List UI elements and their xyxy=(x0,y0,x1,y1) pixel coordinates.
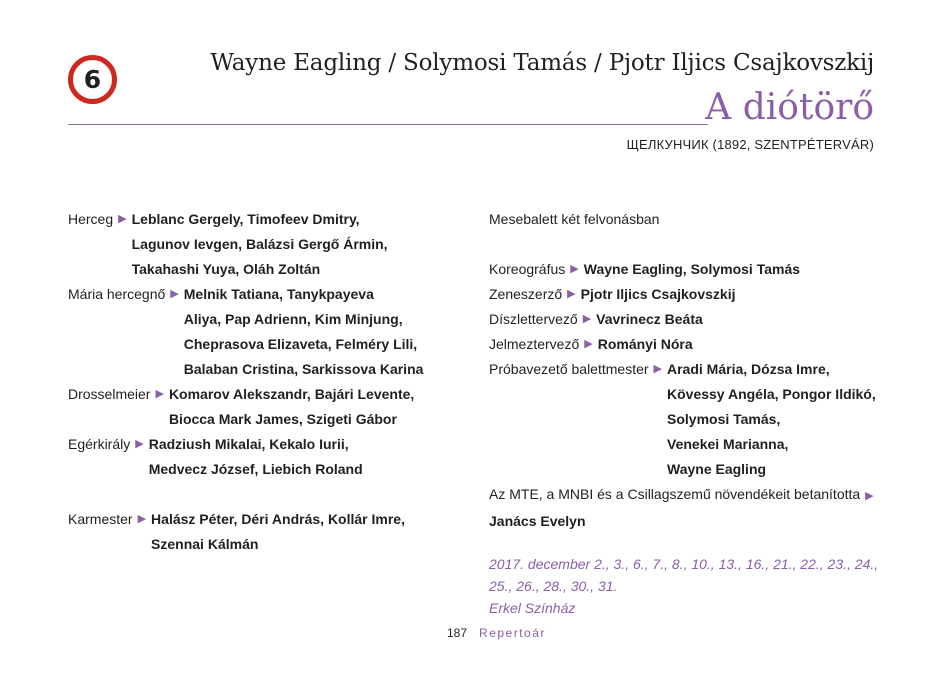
arrow-icon: ▶ xyxy=(135,438,144,450)
role-label: Herceg xyxy=(68,211,114,227)
arrow-icon: ▶ xyxy=(567,288,576,300)
credit-names xyxy=(596,307,703,332)
cast-name-line: Leblanc Gergely, Timofeev Dmitry, xyxy=(131,211,360,227)
credit-names xyxy=(584,257,800,282)
cast-entry-drosselmeier xyxy=(68,382,473,432)
authors-line: Wayne Eagling / Solymosi Tamás / Pjotr Iljics Csajkovszkij xyxy=(210,50,874,76)
credit-diszlettervezo xyxy=(489,307,889,332)
credit-name-line: Kövessy Angéla, Pongor Ildikó, xyxy=(667,386,876,402)
credit-zeneszerzo xyxy=(489,282,889,307)
credit-name-line: Wayne Eagling, Solymosi Tamás xyxy=(583,261,801,277)
cast-name-line: Radziush Mikalai, Kekalo Iurii, xyxy=(148,436,349,452)
training-text: Az MTE, a MNBI és a Csillagszemű növendékeit betanította xyxy=(489,486,861,502)
cast-name-line: Melnik Tatiana, Tanykpayeva xyxy=(183,286,374,302)
cast-entry-karmester xyxy=(68,507,473,557)
page-number: 187 xyxy=(447,626,468,640)
role-label: Egérkirály xyxy=(68,436,131,452)
role-label: Zeneszerző xyxy=(489,286,563,302)
cast-name-line: Halász Péter, Déri András, Kollár Imre, xyxy=(151,511,405,527)
cast-name-line: Takahashi Yuya, Oláh Zoltán xyxy=(131,261,321,277)
credit-jelmeztervezo xyxy=(489,332,889,357)
arrow-icon: ▶ xyxy=(584,338,593,350)
role-label: Díszlettervező xyxy=(489,311,578,327)
dates-line: 25., 26., 28., 30., 31. xyxy=(489,578,618,594)
arrow-icon: ▶ xyxy=(570,263,579,275)
cast-names xyxy=(151,507,405,557)
title-rule xyxy=(68,124,708,125)
cast-names xyxy=(169,382,414,432)
number-badge xyxy=(68,55,117,104)
arrow-icon: ▶ xyxy=(865,490,874,502)
credit-name-line: Vavrinecz Beáta xyxy=(596,311,703,327)
cast-name-line: Szennai Kálmán xyxy=(151,536,259,552)
section-name: Repertoár xyxy=(479,626,546,640)
spacer xyxy=(68,482,473,507)
cast-entry-egerkiraly xyxy=(68,432,473,482)
credit-probavezeto xyxy=(489,357,889,482)
spacer xyxy=(489,232,889,257)
role-label: Drosselmeier xyxy=(68,386,151,402)
cast-names xyxy=(184,282,424,382)
cast-entry-maria xyxy=(68,282,473,382)
credit-koreografus xyxy=(489,257,889,282)
venue: Erkel Színház xyxy=(489,600,576,616)
info-column xyxy=(489,207,889,534)
training-line xyxy=(489,482,889,509)
cast-column xyxy=(68,207,473,557)
page-title: A diótörő xyxy=(705,87,874,128)
role-label: Jelmeztervező xyxy=(489,336,580,352)
arrow-icon: ▶ xyxy=(170,288,179,300)
page-footer xyxy=(447,626,546,640)
role-label: Karmester xyxy=(68,511,133,527)
role-label: Koreográfus xyxy=(489,261,566,277)
arrow-icon: ▶ xyxy=(653,363,662,375)
arrow-icon: ▶ xyxy=(137,513,147,525)
cast-name-line: Balaban Cristina, Sarkissova Karina xyxy=(183,361,424,377)
credit-names xyxy=(598,332,693,357)
credit-name-line: Solymosi Tamás, xyxy=(667,411,781,427)
arrow-icon: ▶ xyxy=(118,213,127,225)
credit-name-line: Venekei Marianna, xyxy=(667,436,789,452)
training-name: Janács Evelyn xyxy=(489,513,586,529)
credit-name-line: Aradi Mária, Dózsa Imre, xyxy=(667,361,830,377)
cast-name-line: Medvecz József, Liebich Roland xyxy=(148,461,363,477)
cast-name-line: Lagunov Ievgen, Balázsi Gergő Ármin, xyxy=(131,236,388,252)
cast-name-line: Biocca Mark James, Szigeti Gábor xyxy=(168,411,397,427)
arrow-icon: ▶ xyxy=(582,313,592,325)
credit-name-line: Rományi Nóra xyxy=(597,336,693,352)
role-label: Mária hercegnő xyxy=(68,286,166,302)
cast-names xyxy=(132,207,388,282)
badge-number: 6 xyxy=(83,65,102,94)
cast-name-line: Aliya, Pap Adrienn, Kim Minjung, xyxy=(183,311,403,327)
arrow-icon: ▶ xyxy=(155,388,164,400)
credit-name-line: Wayne Eagling xyxy=(667,461,767,477)
dates-line: 2017. december 2., 3., 6., 7., 8., 10., 13., 16., 21., 22., 23., 24., xyxy=(489,556,879,572)
credit-names xyxy=(581,282,736,307)
cast-names xyxy=(149,432,363,482)
page-subtitle: ЩЕЛКУНЧИК (1892, SZENTPÉTERVÁR) xyxy=(626,137,874,152)
cast-name-line: Komarov Alekszandr, Bajári Levente, xyxy=(168,386,415,402)
cast-entry-herceg xyxy=(68,207,473,282)
performance-dates xyxy=(489,553,889,619)
credit-name-line: Pjotr Iljics Csajkovszkij xyxy=(580,286,736,302)
credit-names xyxy=(667,357,876,482)
genre-line: Mesebalett két felvonásban xyxy=(489,211,660,227)
role-label: Próbavezető balettmester xyxy=(489,361,649,377)
cast-name-line: Cheprasova Elizaveta, Felméry Lili, xyxy=(183,336,418,352)
